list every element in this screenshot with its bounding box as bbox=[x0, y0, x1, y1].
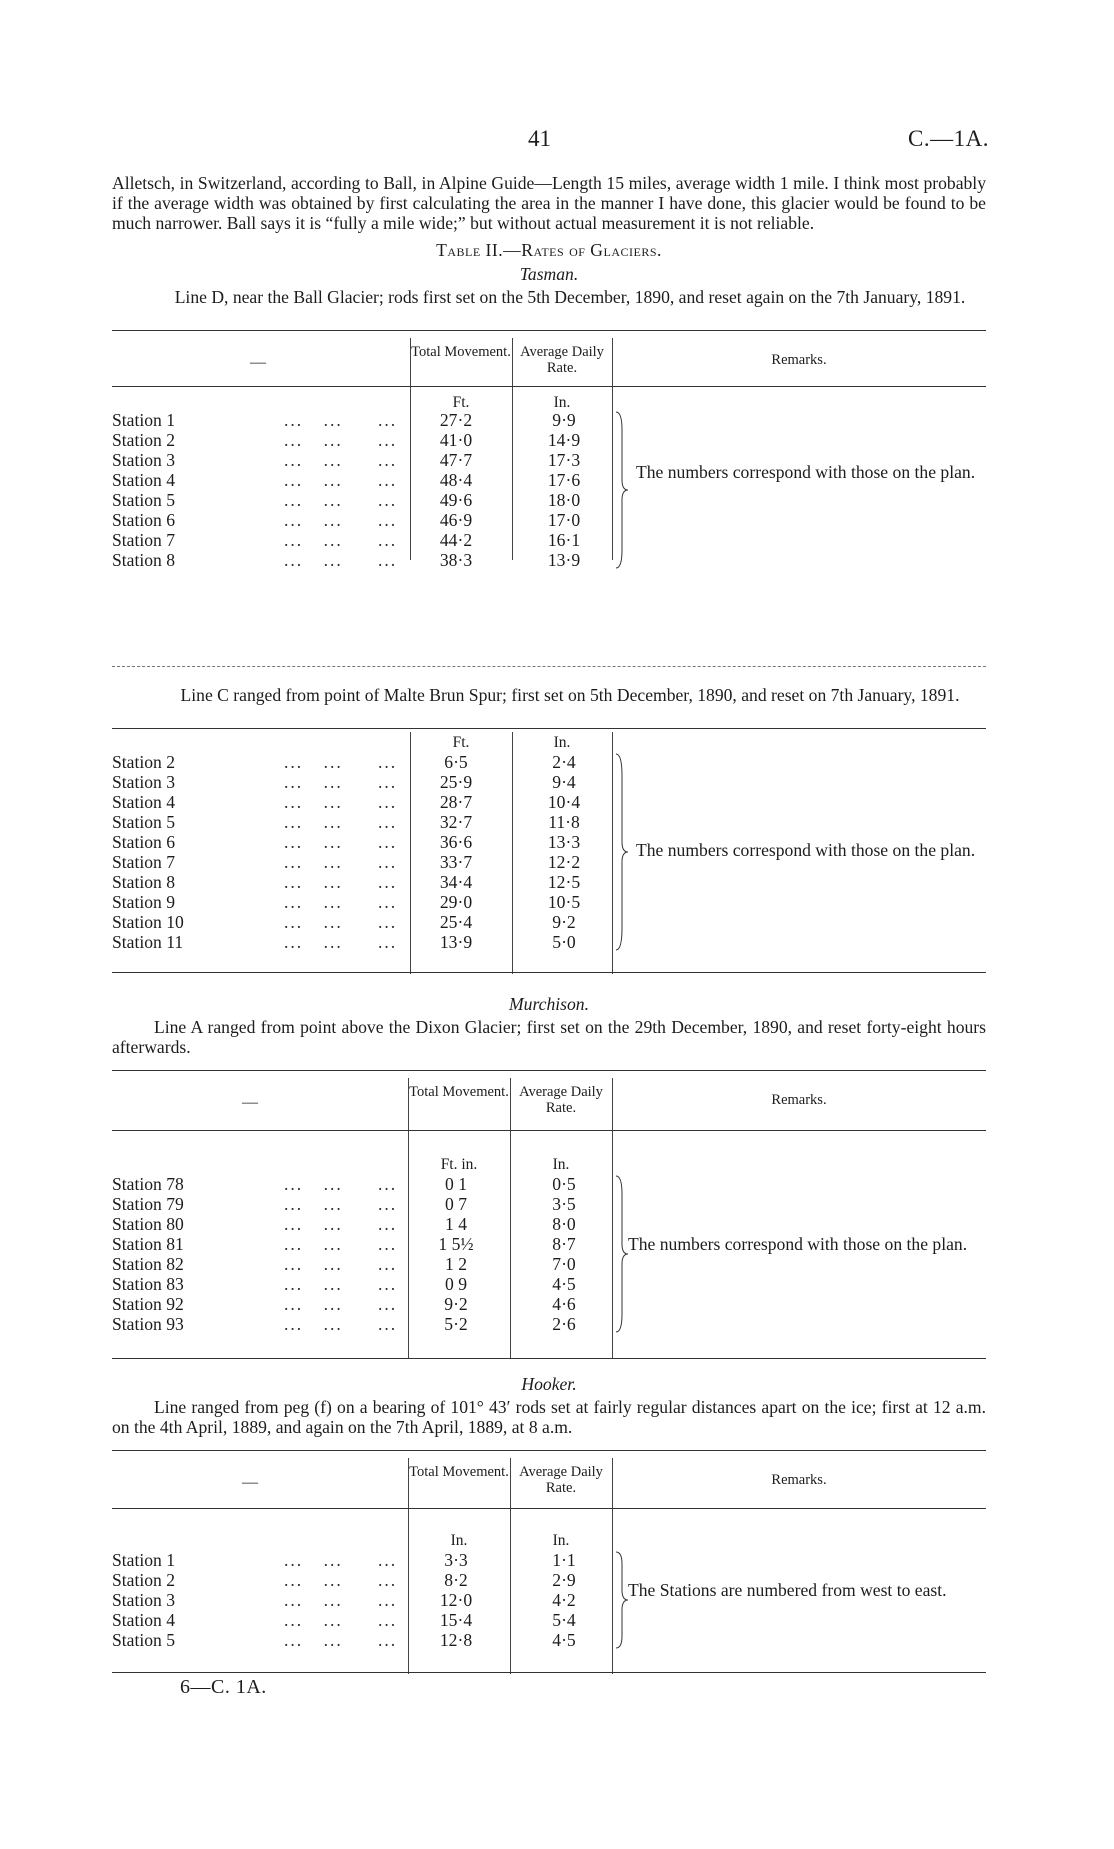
table-row: Station 4 ... ... ... 15·4 5·4 bbox=[112, 1610, 632, 1630]
description-text: Line C ranged from point of Malte Brun Spur; first set on 5th December, 1890, and reset on 7th January, 1891. bbox=[180, 685, 960, 705]
movement-value: 13·9 bbox=[439, 932, 473, 952]
rate-value: 1·1 bbox=[552, 1550, 576, 1570]
station-label: Station 3 bbox=[112, 772, 176, 792]
rate-value: 5·4 bbox=[552, 1610, 576, 1630]
table-row: Station 6 ... ... ... 36·6 13·3 bbox=[112, 832, 632, 852]
table-row: Station 10 ... ... ... 25·4 9·2 bbox=[112, 912, 632, 932]
station-label: Station 4 bbox=[112, 470, 176, 490]
table-top-rule bbox=[112, 1450, 986, 1451]
rate-value: 9·4 bbox=[552, 772, 576, 792]
table-murchison bbox=[112, 1070, 986, 1362]
remarks-text bbox=[628, 1234, 994, 1254]
section-description-line-c bbox=[112, 686, 986, 706]
movement-value: 0 9 bbox=[445, 1274, 467, 1294]
unit-rate: In. bbox=[552, 1156, 570, 1173]
blank-heading-dash: — bbox=[242, 1474, 258, 1491]
unit-movement: Ft. in. bbox=[440, 1156, 478, 1173]
unit-movement: Ft. bbox=[452, 734, 470, 751]
table-row: Station 7 ... ... ... 33·7 12·2 bbox=[112, 852, 632, 872]
station-label: Station 82 bbox=[112, 1254, 184, 1274]
rate-value: 13·3 bbox=[547, 832, 581, 852]
table-row: Station 3 ... ... ... 47·7 17·3 bbox=[112, 450, 632, 470]
table-top-rule bbox=[112, 330, 986, 331]
rate-value: 7·0 bbox=[552, 1254, 576, 1274]
section-description-line-d bbox=[112, 288, 986, 308]
rate-value: 4·5 bbox=[552, 1630, 576, 1650]
column-header-remarks: Remarks. bbox=[771, 1092, 827, 1108]
movement-value: 46·9 bbox=[439, 510, 473, 530]
table-row: Station 8 ... ... ... 34·4 12·5 bbox=[112, 872, 632, 892]
station-label: Station 7 bbox=[112, 852, 176, 872]
unit-movement: In. bbox=[450, 1532, 468, 1549]
table-row: Station 81 ... ... ... 1 5½ 8·7 bbox=[112, 1234, 632, 1254]
station-label: Station 8 bbox=[112, 872, 176, 892]
station-label: Station 10 bbox=[112, 912, 184, 932]
glacier-name-tasman: Tasman. bbox=[519, 264, 579, 284]
remarks-text bbox=[636, 840, 1002, 860]
rate-value: 12·5 bbox=[547, 872, 581, 892]
column-header-remarks: Remarks. bbox=[771, 1472, 827, 1488]
page-number: 41 bbox=[528, 126, 551, 151]
station-label: Station 5 bbox=[112, 490, 176, 510]
brace-icon bbox=[614, 410, 630, 570]
table-row: Station 1 ... ... ... 27·2 9·9 bbox=[112, 410, 632, 430]
remark-content: The numbers correspond with those on the plan. bbox=[628, 1234, 968, 1254]
rate-value: 17·0 bbox=[547, 510, 581, 530]
unit-rate: In. bbox=[553, 734, 571, 751]
description-text: Line A ranged from point above the Dixon Glacier; first set on the 29th December, 1890, and reset forty-eight hours afterwards. bbox=[112, 1017, 986, 1057]
brace-icon bbox=[614, 1550, 630, 1650]
table-row: Station 5 ... ... ... 49·6 18·0 bbox=[112, 490, 632, 510]
table-row: Station 4 ... ... ... 28·7 10·4 bbox=[112, 792, 632, 812]
rate-value: 2·4 bbox=[552, 752, 576, 772]
header-rule bbox=[112, 1508, 986, 1509]
table-row: Station 9 ... ... ... 29·0 10·5 bbox=[112, 892, 632, 912]
rate-value: 8·0 bbox=[552, 1214, 576, 1234]
station-label: Station 9 bbox=[112, 892, 176, 912]
table-bottom-rule bbox=[112, 1672, 986, 1673]
movement-value: 28·7 bbox=[439, 792, 473, 812]
station-label: Station 3 bbox=[112, 450, 176, 470]
movement-value: 48·4 bbox=[439, 470, 473, 490]
brace-icon bbox=[614, 1174, 630, 1334]
table-row: Station 78 ... ... ... 0 1 0·5 bbox=[112, 1174, 632, 1194]
table-row: Station 2 ... ... ... 6·5 2·4 bbox=[112, 752, 632, 772]
table-row: Station 11 ... ... ... 13·9 5·0 bbox=[112, 932, 632, 952]
rate-value: 2·9 bbox=[552, 1570, 576, 1590]
station-label: Station 4 bbox=[112, 1610, 176, 1630]
remark-content: The Stations are numbered from west to east. bbox=[628, 1580, 947, 1600]
station-label: Station 80 bbox=[112, 1214, 184, 1234]
section-description-hooker bbox=[112, 1398, 986, 1437]
table-row: Station 8 ... ... ... 38·3 13·9 bbox=[112, 550, 632, 570]
station-label: Station 7 bbox=[112, 530, 176, 550]
table-bottom-rule bbox=[112, 1358, 986, 1359]
document-reference: C.—1A. bbox=[908, 126, 989, 151]
movement-value: 3·3 bbox=[444, 1550, 468, 1570]
table-row: Station 7 ... ... ... 44·2 16·1 bbox=[112, 530, 632, 550]
movement-value: 9·2 bbox=[444, 1294, 468, 1314]
station-label: Station 8 bbox=[112, 550, 176, 570]
table-row: Station 92 ... ... ... 9·2 4·6 bbox=[112, 1294, 632, 1314]
table-row: Station 93 ... ... ... 5·2 2·6 bbox=[112, 1314, 632, 1334]
rate-value: 0·5 bbox=[552, 1174, 576, 1194]
section-separator bbox=[112, 666, 986, 667]
table-row: Station 80 ... ... ... 1 4 8·0 bbox=[112, 1214, 632, 1234]
station-label: Station 83 bbox=[112, 1274, 184, 1294]
glacier-name-murchison: Murchison. bbox=[509, 994, 589, 1014]
movement-value: 47·7 bbox=[439, 450, 473, 470]
remarks-text bbox=[628, 1580, 994, 1600]
column-header-rate: Average Daily Rate. bbox=[519, 1084, 603, 1116]
station-label: Station 1 bbox=[112, 410, 176, 430]
movement-value: 6·5 bbox=[444, 752, 468, 772]
rate-value: 10·4 bbox=[547, 792, 581, 812]
table-row: Station 5 ... ... ... 12·8 4·5 bbox=[112, 1630, 632, 1650]
rate-value: 8·7 bbox=[552, 1234, 576, 1254]
rate-value: 2·6 bbox=[552, 1314, 576, 1334]
table-row: Station 5 ... ... ... 32·7 11·8 bbox=[112, 812, 632, 832]
movement-value: 33·7 bbox=[439, 852, 473, 872]
blank-heading-dash: — bbox=[242, 1094, 258, 1111]
movement-value: 34·4 bbox=[439, 872, 473, 892]
movement-value: 38·3 bbox=[439, 550, 473, 570]
table-tasman-line-d bbox=[112, 330, 986, 570]
remark-content: The numbers correspond with those on the plan. bbox=[636, 462, 976, 482]
description-text: Line ranged from peg (f) on a bearing of 101° 43′ rods set at fairly regular distances apart on the ice; first at 12 a.m. on the 4th April, 1889, and again on the 7th April, 1889, at 8 a.m. bbox=[112, 1397, 986, 1437]
movement-value: 49·6 bbox=[439, 490, 473, 510]
movement-value: 0 1 bbox=[445, 1174, 467, 1194]
station-label: Station 6 bbox=[112, 510, 176, 530]
column-header-movement: Total Movement. bbox=[411, 344, 511, 360]
column-header-remarks: Remarks. bbox=[771, 352, 827, 368]
movement-value: 1 4 bbox=[445, 1214, 467, 1234]
rate-value: 9·9 bbox=[552, 410, 576, 430]
movement-value: 25·4 bbox=[439, 912, 473, 932]
table-row: Station 4 ... ... ... 48·4 17·6 bbox=[112, 470, 632, 490]
table-row: Station 82 ... ... ... 1 2 7·0 bbox=[112, 1254, 632, 1274]
rate-value: 14·9 bbox=[547, 430, 581, 450]
column-header-movement: Total Movement. bbox=[409, 1084, 509, 1100]
station-label: Station 81 bbox=[112, 1234, 184, 1254]
description-text: Line D, near the Ball Glacier; rods first set on the 5th December, 1890, and reset again on the 7th January, 1891. bbox=[174, 287, 966, 307]
rate-value: 12·2 bbox=[547, 852, 581, 872]
movement-value: 5·2 bbox=[444, 1314, 468, 1334]
unit-rate: In. bbox=[552, 1532, 570, 1549]
movement-value: 12·0 bbox=[439, 1590, 473, 1610]
rate-value: 9·2 bbox=[552, 912, 576, 932]
page-footer: 6—C. 1A. bbox=[180, 1676, 267, 1698]
movement-value: 32·7 bbox=[439, 812, 473, 832]
glacier-name-hooker: Hooker. bbox=[521, 1374, 577, 1394]
rate-value: 4·5 bbox=[552, 1274, 576, 1294]
station-label: Station 1 bbox=[112, 1550, 176, 1570]
movement-value: 12·8 bbox=[439, 1630, 473, 1650]
table-top-rule bbox=[112, 1070, 986, 1071]
station-label: Station 93 bbox=[112, 1314, 184, 1334]
column-header-rate: Average Daily Rate. bbox=[520, 344, 604, 376]
table-row: Station 79 ... ... ... 0 7 3·5 bbox=[112, 1194, 632, 1214]
station-label: Station 11 bbox=[112, 932, 184, 952]
station-label: Station 2 bbox=[112, 430, 176, 450]
movement-value: 1 2 bbox=[445, 1254, 467, 1274]
movement-value: 8·2 bbox=[444, 1570, 468, 1590]
column-header-rate: Average Daily Rate. bbox=[519, 1464, 603, 1496]
station-label: Station 2 bbox=[112, 752, 176, 772]
movement-value: 36·6 bbox=[439, 832, 473, 852]
remarks-text bbox=[636, 462, 1002, 482]
rate-value: 5·0 bbox=[552, 932, 576, 952]
header-rule bbox=[112, 1130, 986, 1131]
rate-value: 4·2 bbox=[552, 1590, 576, 1610]
table-row: Station 2 ... ... ... 41·0 14·9 bbox=[112, 430, 632, 450]
intro-paragraph: Alletsch, in Switzerland, according to Ball, in Alpine Guide—Length 15 miles, average width 1 mile. I think most probably if the average width was obtained by first calculating the area in the manner I have done, this glacier would be found to be much narrower. Ball says it is “fully a mile wide;” but without actual measurement it is not reliable. bbox=[112, 173, 986, 233]
movement-value: 27·2 bbox=[439, 410, 473, 430]
station-label: Station 3 bbox=[112, 1590, 176, 1610]
station-label: Station 4 bbox=[112, 792, 176, 812]
station-label: Station 5 bbox=[112, 812, 176, 832]
rate-value: 13·9 bbox=[547, 550, 581, 570]
table-tasman-line-c bbox=[112, 728, 986, 974]
movement-value: 41·0 bbox=[439, 430, 473, 450]
table-row: Station 83 ... ... ... 0 9 4·5 bbox=[112, 1274, 632, 1294]
table-row: Station 1 ... ... ... 3·3 1·1 bbox=[112, 1550, 632, 1570]
movement-value: 0 7 bbox=[445, 1194, 467, 1214]
section-description-line-a bbox=[112, 1018, 986, 1057]
movement-value: 44·2 bbox=[439, 530, 473, 550]
station-label: Station 2 bbox=[112, 1570, 176, 1590]
blank-heading-dash: — bbox=[250, 354, 266, 371]
column-header-movement: Total Movement. bbox=[409, 1464, 509, 1480]
unit-rate: In. bbox=[553, 394, 571, 411]
rate-value: 4·6 bbox=[552, 1294, 576, 1314]
table-row: Station 2 ... ... ... 8·2 2·9 bbox=[112, 1570, 632, 1590]
rate-value: 17·3 bbox=[547, 450, 581, 470]
table-hooker bbox=[112, 1450, 986, 1676]
table-row: Station 3 ... ... ... 12·0 4·2 bbox=[112, 1590, 632, 1610]
rate-value: 10·5 bbox=[547, 892, 581, 912]
table-row: Station 6 ... ... ... 46·9 17·0 bbox=[112, 510, 632, 530]
rate-value: 3·5 bbox=[552, 1194, 576, 1214]
remark-content: The numbers correspond with those on the plan. bbox=[636, 840, 976, 860]
station-label: Station 6 bbox=[112, 832, 176, 852]
table-row: Station 3 ... ... ... 25·9 9·4 bbox=[112, 772, 632, 792]
table-title: Table II.—Rates of Glaciers. bbox=[436, 240, 662, 260]
brace-icon bbox=[614, 752, 630, 952]
header-rule bbox=[112, 386, 986, 387]
table-top-rule bbox=[112, 728, 986, 729]
movement-value: 29·0 bbox=[439, 892, 473, 912]
station-label: Station 78 bbox=[112, 1174, 184, 1194]
station-label: Station 92 bbox=[112, 1294, 184, 1314]
station-label: Station 79 bbox=[112, 1194, 184, 1214]
movement-value: 1 5½ bbox=[438, 1234, 474, 1254]
rate-value: 17·6 bbox=[547, 470, 581, 490]
station-label: Station 5 bbox=[112, 1630, 176, 1650]
table-bottom-rule bbox=[112, 972, 986, 973]
movement-value: 25·9 bbox=[439, 772, 473, 792]
rate-value: 11·8 bbox=[548, 812, 580, 832]
unit-movement: Ft. bbox=[452, 394, 470, 411]
rate-value: 18·0 bbox=[547, 490, 581, 510]
rate-value: 16·1 bbox=[547, 530, 581, 550]
movement-value: 15·4 bbox=[439, 1610, 473, 1630]
